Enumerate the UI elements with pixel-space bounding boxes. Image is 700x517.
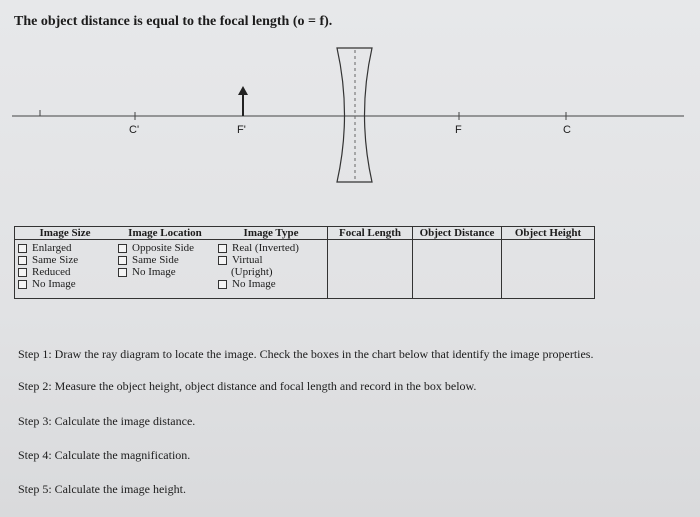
table-body-row bbox=[15, 240, 595, 299]
header-image-size: Image Size bbox=[15, 227, 116, 240]
header-object-height: Object Height bbox=[502, 227, 595, 240]
header-image-type: Image Type bbox=[215, 227, 328, 240]
header-object-distance: Object Distance bbox=[413, 227, 502, 240]
option-reduced[interactable]: Reduced bbox=[18, 266, 112, 278]
option-virtual[interactable]: Virtual bbox=[218, 254, 324, 266]
label-f: F bbox=[455, 124, 462, 136]
image-size-cell bbox=[15, 240, 116, 299]
option-same-side[interactable]: Same Side bbox=[118, 254, 212, 266]
checkbox[interactable] bbox=[18, 244, 27, 253]
checkbox[interactable] bbox=[18, 268, 27, 277]
option-opposite-side[interactable]: Opposite Side bbox=[118, 242, 212, 254]
checkbox[interactable] bbox=[118, 244, 127, 253]
checkbox[interactable] bbox=[218, 244, 227, 253]
step-2: Step 2: Measure the object height, object distance and focal length and record in the box below. bbox=[18, 379, 477, 393]
checkbox[interactable] bbox=[218, 256, 227, 265]
checkbox[interactable] bbox=[218, 280, 227, 289]
option-same-size[interactable]: Same Size bbox=[18, 254, 112, 266]
checkbox[interactable] bbox=[18, 256, 27, 265]
option-real-inverted[interactable]: Real (Inverted) bbox=[218, 242, 324, 254]
checkbox[interactable] bbox=[118, 256, 127, 265]
option-location-no-image[interactable]: No Image bbox=[118, 266, 212, 278]
object-distance-entry[interactable] bbox=[413, 240, 502, 299]
checkbox[interactable] bbox=[18, 280, 27, 289]
object-height-entry[interactable] bbox=[502, 240, 595, 299]
option-type-no-image[interactable]: No Image bbox=[218, 278, 324, 290]
image-type-cell bbox=[215, 240, 328, 299]
checkbox[interactable] bbox=[118, 268, 127, 277]
step-3: Step 3: Calculate the image distance. bbox=[18, 414, 196, 428]
focal-length-entry[interactable] bbox=[328, 240, 413, 299]
option-upright-note: (Upright) bbox=[231, 266, 273, 278]
header-image-location: Image Location bbox=[115, 227, 215, 240]
image-location-cell bbox=[115, 240, 215, 299]
option-no-image[interactable]: No Image bbox=[18, 278, 112, 290]
label-f-prime: F' bbox=[237, 124, 246, 136]
label-c-prime: C' bbox=[129, 124, 140, 136]
page-title: The object distance is equal to the focal length (o = f). bbox=[14, 14, 333, 29]
table-header-row bbox=[15, 227, 595, 240]
image-properties-table bbox=[14, 226, 595, 299]
object-arrow-head bbox=[238, 86, 248, 95]
lens-diagram bbox=[0, 0, 700, 200]
step-4: Step 4: Calculate the magnification. bbox=[18, 448, 191, 462]
step-5: Step 5: Calculate the image height. bbox=[18, 482, 186, 496]
label-c: C bbox=[563, 124, 571, 136]
step-1: Step 1: Draw the ray diagram to locate the image. Check the boxes in the chart below that identify the image properties. bbox=[18, 347, 594, 361]
header-focal-length: Focal Length bbox=[328, 227, 413, 240]
option-enlarged[interactable]: Enlarged bbox=[18, 242, 112, 254]
